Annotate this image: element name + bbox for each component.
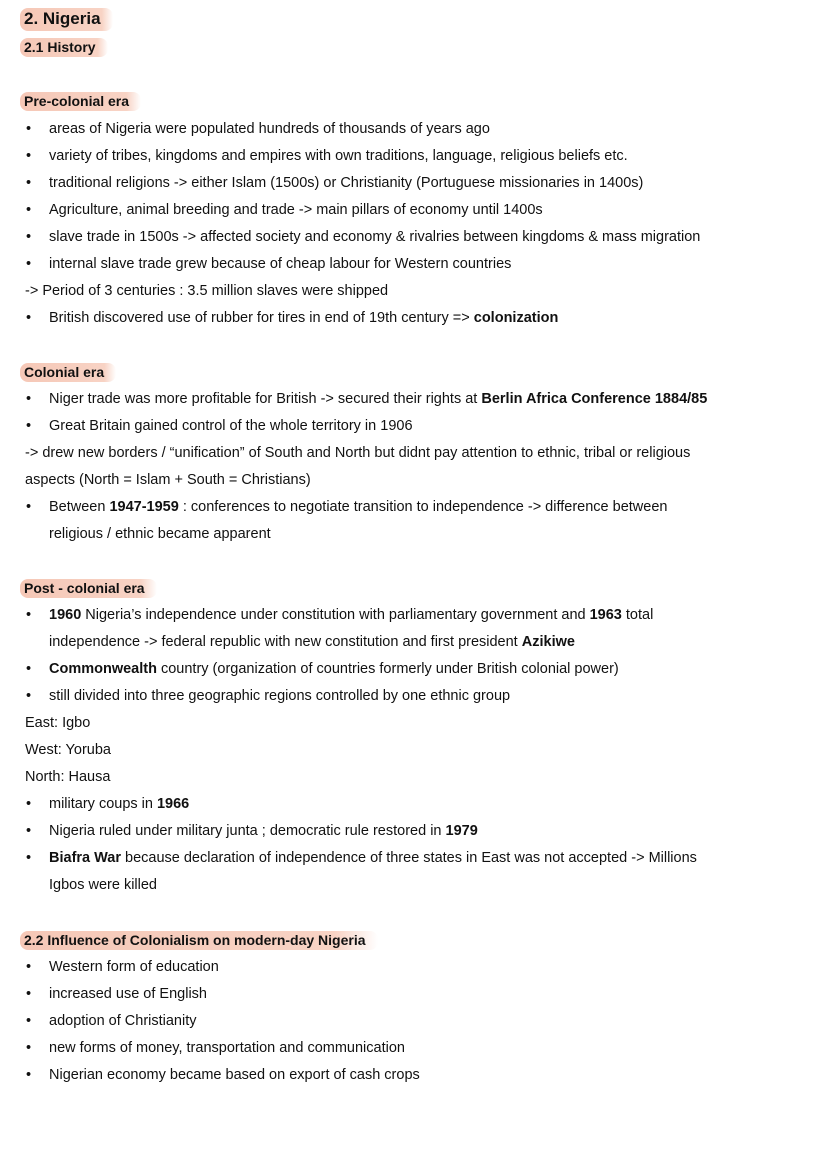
document-page: 2. Nigeria 2.1 History Pre-colonial era • areas of Nigeria were populated hundreds of thousands of years ago • variety of tribes, kingdoms and empires with own traditions, language, religious beliefs etc. • traditional religions -> either Islam (1500s) or Christianity (Portuguese missionaries in 1400s) • Agriculture, animal breeding and trade -> main pillars of economy until 1400s • slave trade in 1500s -> affected society and economy & rivalries between kingdoms & mass migration • internal slave trade grew because of cheap labour for Western countries -> Period of 3 centuries : 3.5 million slaves were shipped • British discovered use of rubber for tires in end of 19th century => colonization Colonial era • Niger trade was more profitable for British -> secured their rights at Berlin Africa Conference 1884/85 • Great Britain gained control of the whole territory in 1906 -> drew new borders / “unification” of South and North but didnt pay attention to ethnic, tribal or religious aspects (North = Islam + South = Christians) • Between 1947-1959 : conferences to negotiate transition to independence -> difference between religious / ethnic became apparent Post - colonial era • 1960 Nigeria’s independence under constitution with parliamentary government and 1963 total independence -> federal republic with new constitution and first president Azikiwe • Commonwealth country (organization of countries formerly under British colonial power) • still divided into three geographic regions controlled by one ethnic group East: Igbo West: Yoruba North: Hausa • military coups in 1966 • Nigeria ruled under military junta ; democratic rule restored in 1979 • Biafra War because declaration of independence of three states in East was not accepted -> Millions Igbos were killed 2.2 Influence of Colonialism on modern-day Nigeria • Western form of education • increased use of English • adoption of Christianity • new forms of money, transportation and communication • Nigerian economy became based on export of cash crops: [0, 0, 828, 1171]
bullet-icon: •: [26, 688, 32, 704]
bullet-icon: •: [26, 850, 32, 866]
bullet-icon: •: [26, 823, 32, 839]
bullet-icon: •: [26, 175, 32, 191]
bullet-icon: •: [26, 499, 32, 515]
bullet-icon: •: [26, 148, 32, 164]
bullet-icon: •: [26, 796, 32, 812]
bullet-icon: •: [26, 310, 32, 326]
bullet-icon: •: [26, 661, 32, 677]
heading-colonial: Colonial era: [20, 363, 116, 382]
bullet-icon: •: [26, 256, 32, 272]
bullet-icon: •: [26, 959, 32, 975]
bullet-icon: •: [26, 418, 32, 434]
section-heading-history: 2.1 History: [20, 38, 108, 57]
bullet-icon: •: [26, 229, 32, 245]
heading-post-colonial: Post - colonial era: [20, 579, 157, 598]
page-title: 2. Nigeria: [20, 8, 113, 31]
bullet-icon: •: [26, 202, 32, 218]
bullet-icon: •: [26, 1067, 32, 1083]
bullet-icon: •: [26, 391, 32, 407]
bullet-icon: •: [26, 986, 32, 1002]
bullet-icon: •: [26, 1040, 32, 1056]
bullet-icon: •: [26, 607, 32, 623]
section-heading-influence: 2.2 Influence of Colonialism on modern-day Nigeria: [20, 931, 378, 950]
bullet-icon: •: [26, 1013, 32, 1029]
heading-pre-colonial: Pre-colonial era: [20, 92, 141, 111]
bullet-icon: •: [26, 121, 32, 137]
